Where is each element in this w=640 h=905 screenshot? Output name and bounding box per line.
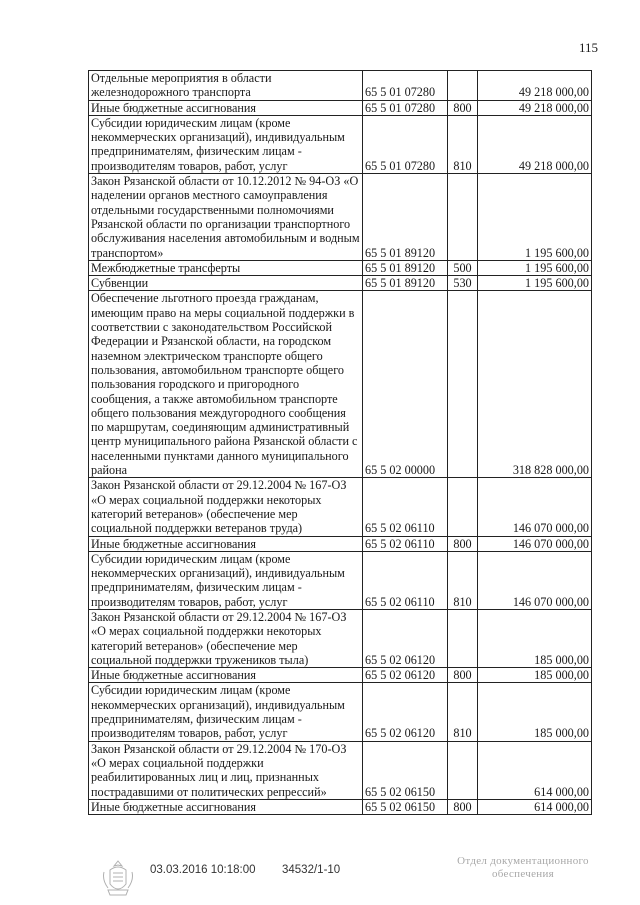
stamp-line-1: Отдел документационного	[457, 855, 589, 867]
cell-amount: 185 000,00	[478, 609, 592, 667]
table-row	[89, 71, 592, 101]
cell-type: 800	[448, 799, 478, 814]
table-row	[89, 668, 592, 683]
cell-name: Иные бюджетные ассигнования	[89, 100, 363, 115]
page-footer	[0, 848, 640, 905]
cell-amount: 49 218 000,00	[478, 71, 592, 101]
cell-type	[448, 291, 478, 478]
cell-name: Закон Рязанской области от 29.12.2004 № 167-ОЗ «О мерах социальной поддержки некоторых категорий ветеранов» (обеспечение мер социальной поддержки тружеников тыла)	[89, 609, 363, 667]
cell-amount: 49 218 000,00	[478, 100, 592, 115]
cell-code: 65 5 02 06120	[363, 609, 448, 667]
cell-amount: 146 070 000,00	[478, 478, 592, 536]
table-row	[89, 115, 592, 173]
department-stamp	[448, 855, 598, 881]
cell-code: 65 5 02 06150	[363, 799, 448, 814]
cell-name: Субсидии юридическим лицам (кроме некоммерческих организаций), индивидуальным предпринимателям, физическим лицам - производителям товаров, работ, услуг	[89, 115, 363, 173]
coat-of-arms-icon	[100, 858, 136, 898]
cell-code: 65 5 02 06110	[363, 536, 448, 551]
cell-name: Иные бюджетные ассигнования	[89, 668, 363, 683]
cell-amount: 185 000,00	[478, 668, 592, 683]
table-row	[89, 276, 592, 291]
cell-code: 65 5 02 00000	[363, 291, 448, 478]
table-row	[89, 536, 592, 551]
cell-amount: 185 000,00	[478, 683, 592, 741]
cell-name: Обеспечение льготного проезда гражданам, имеющим право на меры социальной поддержки в соответствии с законодательством Российской Федерации и Рязанской области, на городском наземном электрическом транспорте общего пользования, автомобильном транспорте общего пользования городского и пригородного сообщения, а также автомобильном транспорте общего пользования междугородного сообщения по маршрутам, соединяющим административный центр муниципального района Рязанской области с населенными пунктами данного муниципального района	[89, 291, 363, 478]
cell-type	[448, 609, 478, 667]
cell-type: 800	[448, 100, 478, 115]
cell-code: 65 5 02 06120	[363, 668, 448, 683]
table-row	[89, 478, 592, 536]
table-row	[89, 260, 592, 275]
cell-type: 810	[448, 115, 478, 173]
footer-doc-number: 34532/1-10	[282, 864, 341, 876]
budget-table	[88, 70, 592, 815]
cell-amount: 318 828 000,00	[478, 291, 592, 478]
cell-name: Субсидии юридическим лицам (кроме некоммерческих организаций), индивидуальным предпринимателям, физическим лицам - производителям товаров, работ, услуг	[89, 551, 363, 609]
cell-amount: 1 195 600,00	[478, 260, 592, 275]
cell-type: 500	[448, 260, 478, 275]
cell-amount: 614 000,00	[478, 741, 592, 799]
cell-amount: 1 195 600,00	[478, 174, 592, 261]
cell-name: Субвенции	[89, 276, 363, 291]
cell-code: 65 5 02 06150	[363, 741, 448, 799]
table-row	[89, 174, 592, 261]
cell-type	[448, 741, 478, 799]
cell-code: 65 5 01 07280	[363, 71, 448, 101]
cell-name: Закон Рязанской области от 29.12.2004 № 170-ОЗ «О мерах социальной поддержки реабилитированных лиц и лиц, признанных пострадавшими от политических репрессий»	[89, 741, 363, 799]
cell-type: 810	[448, 551, 478, 609]
table-row	[89, 551, 592, 609]
table-row	[89, 291, 592, 478]
cell-type	[448, 71, 478, 101]
cell-amount: 146 070 000,00	[478, 551, 592, 609]
table-row	[89, 799, 592, 814]
cell-amount: 1 195 600,00	[478, 276, 592, 291]
cell-code: 65 5 02 06110	[363, 478, 448, 536]
cell-code: 65 5 01 07280	[363, 100, 448, 115]
cell-type: 800	[448, 668, 478, 683]
cell-name: Закон Рязанской области от 10.12.2012 № 94-ОЗ «О наделении органов местного самоуправления отдельными государственными полномочиями Рязанской области по организации транспортного обслуживания населения автомобильным и водным транспортом»	[89, 174, 363, 261]
footer-date: 03.03.2016 10:18:00	[150, 864, 256, 876]
table-body	[89, 71, 592, 815]
cell-type	[448, 174, 478, 261]
cell-name: Межбюджетные трансферты	[89, 260, 363, 275]
cell-type: 810	[448, 683, 478, 741]
cell-amount: 146 070 000,00	[478, 536, 592, 551]
stamp-line-2: обеспечения	[491, 868, 555, 880]
cell-name: Иные бюджетные ассигнования	[89, 536, 363, 551]
cell-code: 65 5 01 89120	[363, 276, 448, 291]
cell-code: 65 5 02 06120	[363, 683, 448, 741]
table-row	[89, 100, 592, 115]
table-row	[89, 609, 592, 667]
cell-name: Отдельные мероприятия в области железнодорожного транспорта	[89, 71, 363, 101]
table-row	[89, 683, 592, 741]
cell-name: Иные бюджетные ассигнования	[89, 799, 363, 814]
cell-code: 65 5 01 07280	[363, 115, 448, 173]
page-number: 115	[578, 40, 598, 55]
cell-name: Закон Рязанской области от 29.12.2004 № 167-ОЗ «О мерах социальной поддержки некоторых категорий ветеранов» (обеспечение мер социальной поддержки ветеранов труда)	[89, 478, 363, 536]
cell-name: Субсидии юридическим лицам (кроме некоммерческих организаций), индивидуальным предпринимателям, физическим лицам - производителям товаров, работ, услуг	[89, 683, 363, 741]
cell-type: 530	[448, 276, 478, 291]
cell-type	[448, 478, 478, 536]
cell-amount: 614 000,00	[478, 799, 592, 814]
cell-type: 800	[448, 536, 478, 551]
cell-code: 65 5 01 89120	[363, 174, 448, 261]
cell-code: 65 5 02 06110	[363, 551, 448, 609]
cell-amount: 49 218 000,00	[478, 115, 592, 173]
cell-code: 65 5 01 89120	[363, 260, 448, 275]
table-row	[89, 741, 592, 799]
